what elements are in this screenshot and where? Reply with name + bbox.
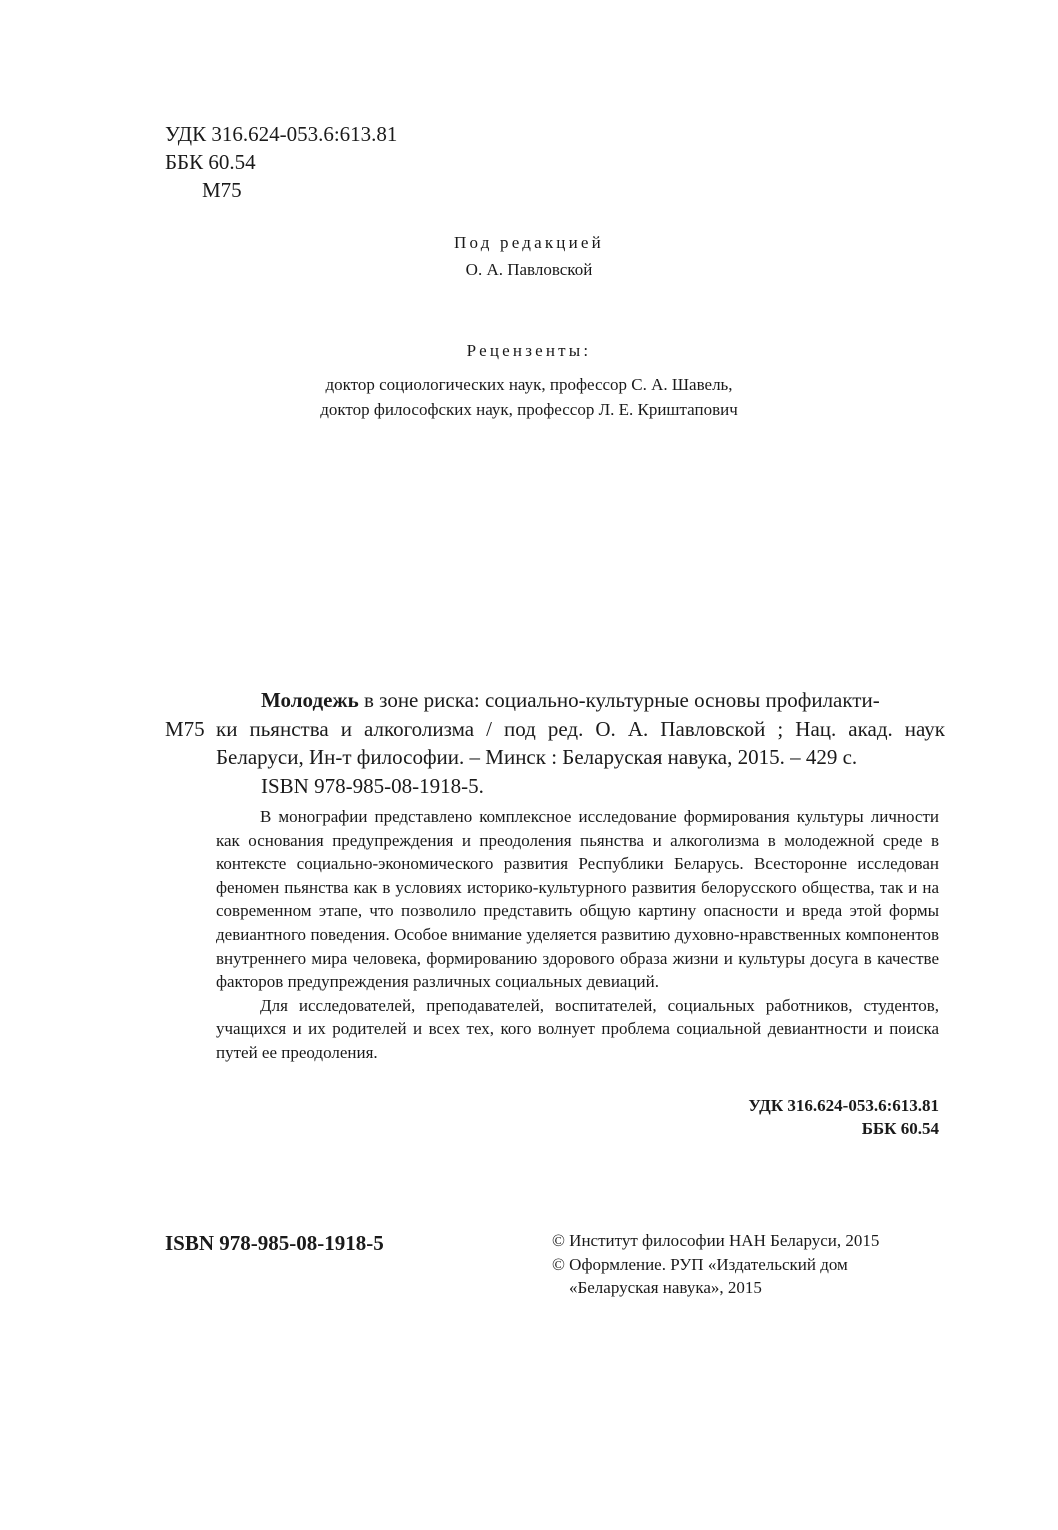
right-classification-codes <box>748 1094 939 1140</box>
editor-block <box>0 229 1058 283</box>
copyright-block <box>552 1229 879 1300</box>
copyright-line-3: «Беларуская навука», 2015 <box>569 1278 762 1297</box>
copyright-line-2: © Оформление. РУП «Издательский дом <box>552 1254 848 1274</box>
top-classification-codes <box>165 120 397 204</box>
catalog-description: ки пьянства и алкоголизма / под ред. О. А. Павловской ; Нац. акад. наук Беларуси, Ин-т философии. – Минск : Беларуская навука, 2015. – 429 с. <box>216 716 945 769</box>
reviewers-block <box>0 338 1058 422</box>
udk-code: УДК 316.624-053.6:613.81 <box>165 122 398 146</box>
catalog-isbn: ISBN 978-985-08-1918-5. <box>261 773 484 798</box>
editor-label: Под редакцией <box>454 233 604 252</box>
isbn-number: ISBN 978-985-08-1918-5 <box>165 1231 384 1255</box>
editor-name: О. А. Павловской <box>465 260 593 279</box>
annotation-paragraph-1: В монографии представлено комплексное исследование формирования культуры личности как основания предупреждения и преодоления пьянства и алкоголизма в молодежной среде в контексте социально-экономического развития Республики Беларусь. Всесторонне исследован феномен пьянства как в условиях историко-культурного развития белорусского общества, так и на современном этапе, что позволило представить общую картину опасности и вреда этой формы девиантного поведения. Особое внимание уделяется развитию духовно-нравственных компонентов внутреннего мира человека, формированию здорового образа жизни и культуры досуга в качестве факторов предупреждения различных социальных девиаций. <box>216 807 939 992</box>
reviewer-1: доктор социологических наук, профессор С. А. Шавель, <box>325 375 733 394</box>
catalog-first-line <box>261 686 945 715</box>
udk-code-bold: УДК 316.624-053.6:613.81 <box>748 1096 939 1115</box>
catalog-record <box>165 686 945 800</box>
reviewer-2: доктор философских наук, профессор Л. Е. Криштапович <box>320 400 738 419</box>
catalog-cipher: М75 <box>165 716 205 741</box>
annotation-paragraph-2: Для исследователей, преподавателей, воспитателей, социальных работников, студентов, учащихся и их родителей и всех тех, кого волнует проблема социальной девиантности и поиска путей ее преодоления. <box>216 995 939 1062</box>
annotation <box>216 805 939 1065</box>
author-cipher: М75 <box>202 178 242 202</box>
bbk-code: ББК 60.54 <box>165 150 256 174</box>
copyright-line-1: © Институт философии НАН Беларуси, 2015 <box>552 1231 880 1250</box>
bbk-code-bold: ББК 60.54 <box>861 1119 939 1138</box>
catalog-title: Молодежь <box>261 688 359 712</box>
reviewers-label: Рецензенты: <box>466 341 592 360</box>
catalog-entry <box>216 686 945 800</box>
catalog-title-rest: в зоне риска: социально-культурные основы профилакти- <box>358 688 880 712</box>
